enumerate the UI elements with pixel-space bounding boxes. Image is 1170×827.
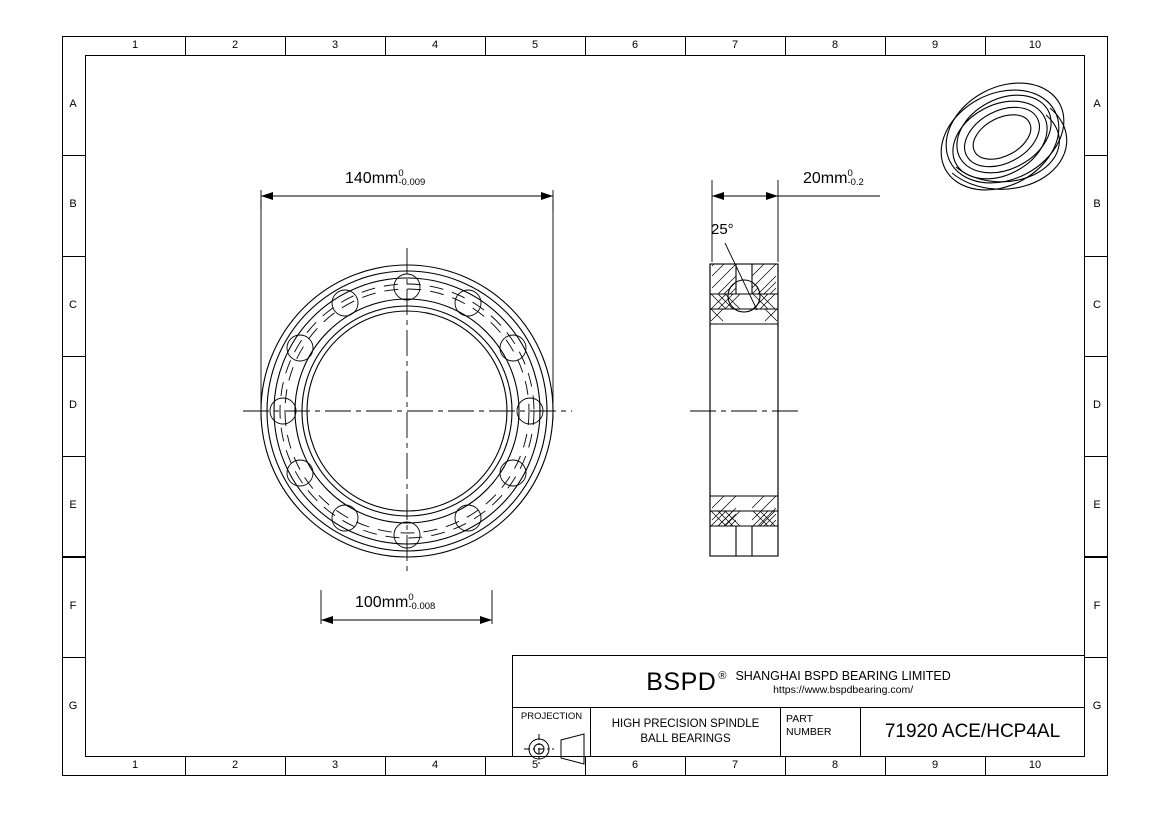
zone-row-label: E	[1093, 499, 1101, 512]
zone-tick	[1085, 155, 1108, 156]
zone-column-label: 3	[331, 759, 339, 771]
zone-column-label: 8	[831, 39, 839, 51]
zone-column-label: 2	[231, 759, 239, 771]
company-info	[735, 666, 950, 697]
zone-row-label: A	[69, 98, 77, 111]
dimension-bore-diameter-text	[355, 594, 435, 612]
zone-column-label: 7	[731, 39, 739, 51]
dimension-outer-diameter-text	[345, 170, 425, 188]
part-number-value: 71920 ACE/HCP4AL	[884, 721, 1061, 742]
zone-row-label: D	[69, 399, 77, 411]
dimension-bore-value: 100mm	[355, 594, 409, 612]
zone-tick	[62, 256, 85, 257]
company-website: https://www.bspdbearing.com/	[773, 684, 914, 696]
dimension-bore-tol-lower: -0.008	[408, 601, 436, 612]
zone-row-label: B	[1093, 198, 1101, 211]
dimension-width-text	[803, 170, 864, 188]
description-line-2: BALL BEARINGS	[640, 733, 731, 745]
zone-row-label: B	[69, 198, 77, 211]
zone-row-label: F	[1093, 599, 1101, 612]
zone-column-label: 3	[331, 39, 339, 51]
zone-row-label: C	[69, 298, 77, 311]
zone-tick	[1085, 356, 1108, 357]
dimension-bore-tol-upper: 0	[408, 592, 414, 603]
zone-column-label: 8	[831, 759, 839, 771]
dimension-width-value: 20mm	[803, 170, 848, 188]
zone-row-label: D	[1093, 399, 1101, 411]
zone-tick	[62, 356, 85, 357]
part-label-line-1: PART	[786, 713, 814, 725]
zone-row-label: C	[1093, 298, 1101, 311]
description-line-1: HIGH PRECISION SPINDLE	[611, 718, 760, 730]
zone-row-label: F	[69, 599, 77, 612]
zone-column-label: 2	[231, 39, 239, 51]
zone-column-label: 1	[131, 759, 139, 771]
zone-tick	[62, 657, 85, 658]
zone-tick	[1085, 256, 1108, 257]
zone-tick	[1085, 456, 1108, 457]
zone-column-label: 10	[1028, 39, 1042, 51]
registered-mark-icon: ®	[718, 669, 727, 682]
zone-row-label: G	[68, 699, 78, 712]
zone-row-label: G	[1092, 699, 1102, 712]
zone-column-label: 5	[531, 759, 539, 771]
title-block-body	[513, 708, 1084, 756]
title-block-header	[513, 656, 1084, 708]
zone-row-label: E	[69, 499, 77, 512]
zone-column-label: 7	[731, 759, 739, 771]
zone-row-label: A	[1093, 98, 1101, 111]
zone-column-label: 4	[431, 39, 439, 51]
part-number-cell	[861, 708, 1084, 756]
dimension-width-tol-upper: 0	[847, 168, 853, 179]
contact-angle-label: 25°	[711, 221, 734, 238]
zone-tick	[62, 556, 85, 557]
zone-tick	[62, 155, 85, 156]
zone-column-label: 5	[531, 39, 539, 51]
zone-column-label: 9	[931, 759, 939, 771]
zone-tick	[1085, 556, 1108, 557]
zone-column-label: 9	[931, 39, 939, 51]
description-cell	[591, 708, 781, 756]
dimension-width-tol-lower: -0.2	[847, 177, 864, 188]
part-number-label-cell	[781, 708, 861, 756]
projection-cell	[513, 708, 591, 756]
brand-name: BSPD	[646, 667, 717, 696]
drawing-frame-inner	[85, 55, 1085, 757]
company-name: SHANGHAI BSPD BEARING LIMITED	[735, 669, 951, 683]
zone-column-label: 10	[1028, 759, 1042, 771]
zone-column-label: 4	[431, 759, 439, 771]
zone-column-label: 6	[631, 759, 639, 771]
zone-tick	[1085, 657, 1108, 658]
zone-column-label: 1	[131, 39, 139, 51]
dimension-outer-tol-lower: -0.009	[398, 177, 426, 188]
brand-logo	[646, 669, 726, 695]
dimension-outer-tol-upper: 0	[398, 168, 404, 179]
title-block	[512, 655, 1085, 757]
projection-label: PROJECTION	[520, 711, 583, 722]
dimension-outer-value: 140mm	[345, 170, 399, 188]
zone-column-label: 6	[631, 39, 639, 51]
zone-tick	[62, 456, 85, 457]
part-label-line-2: NUMBER	[786, 726, 832, 738]
